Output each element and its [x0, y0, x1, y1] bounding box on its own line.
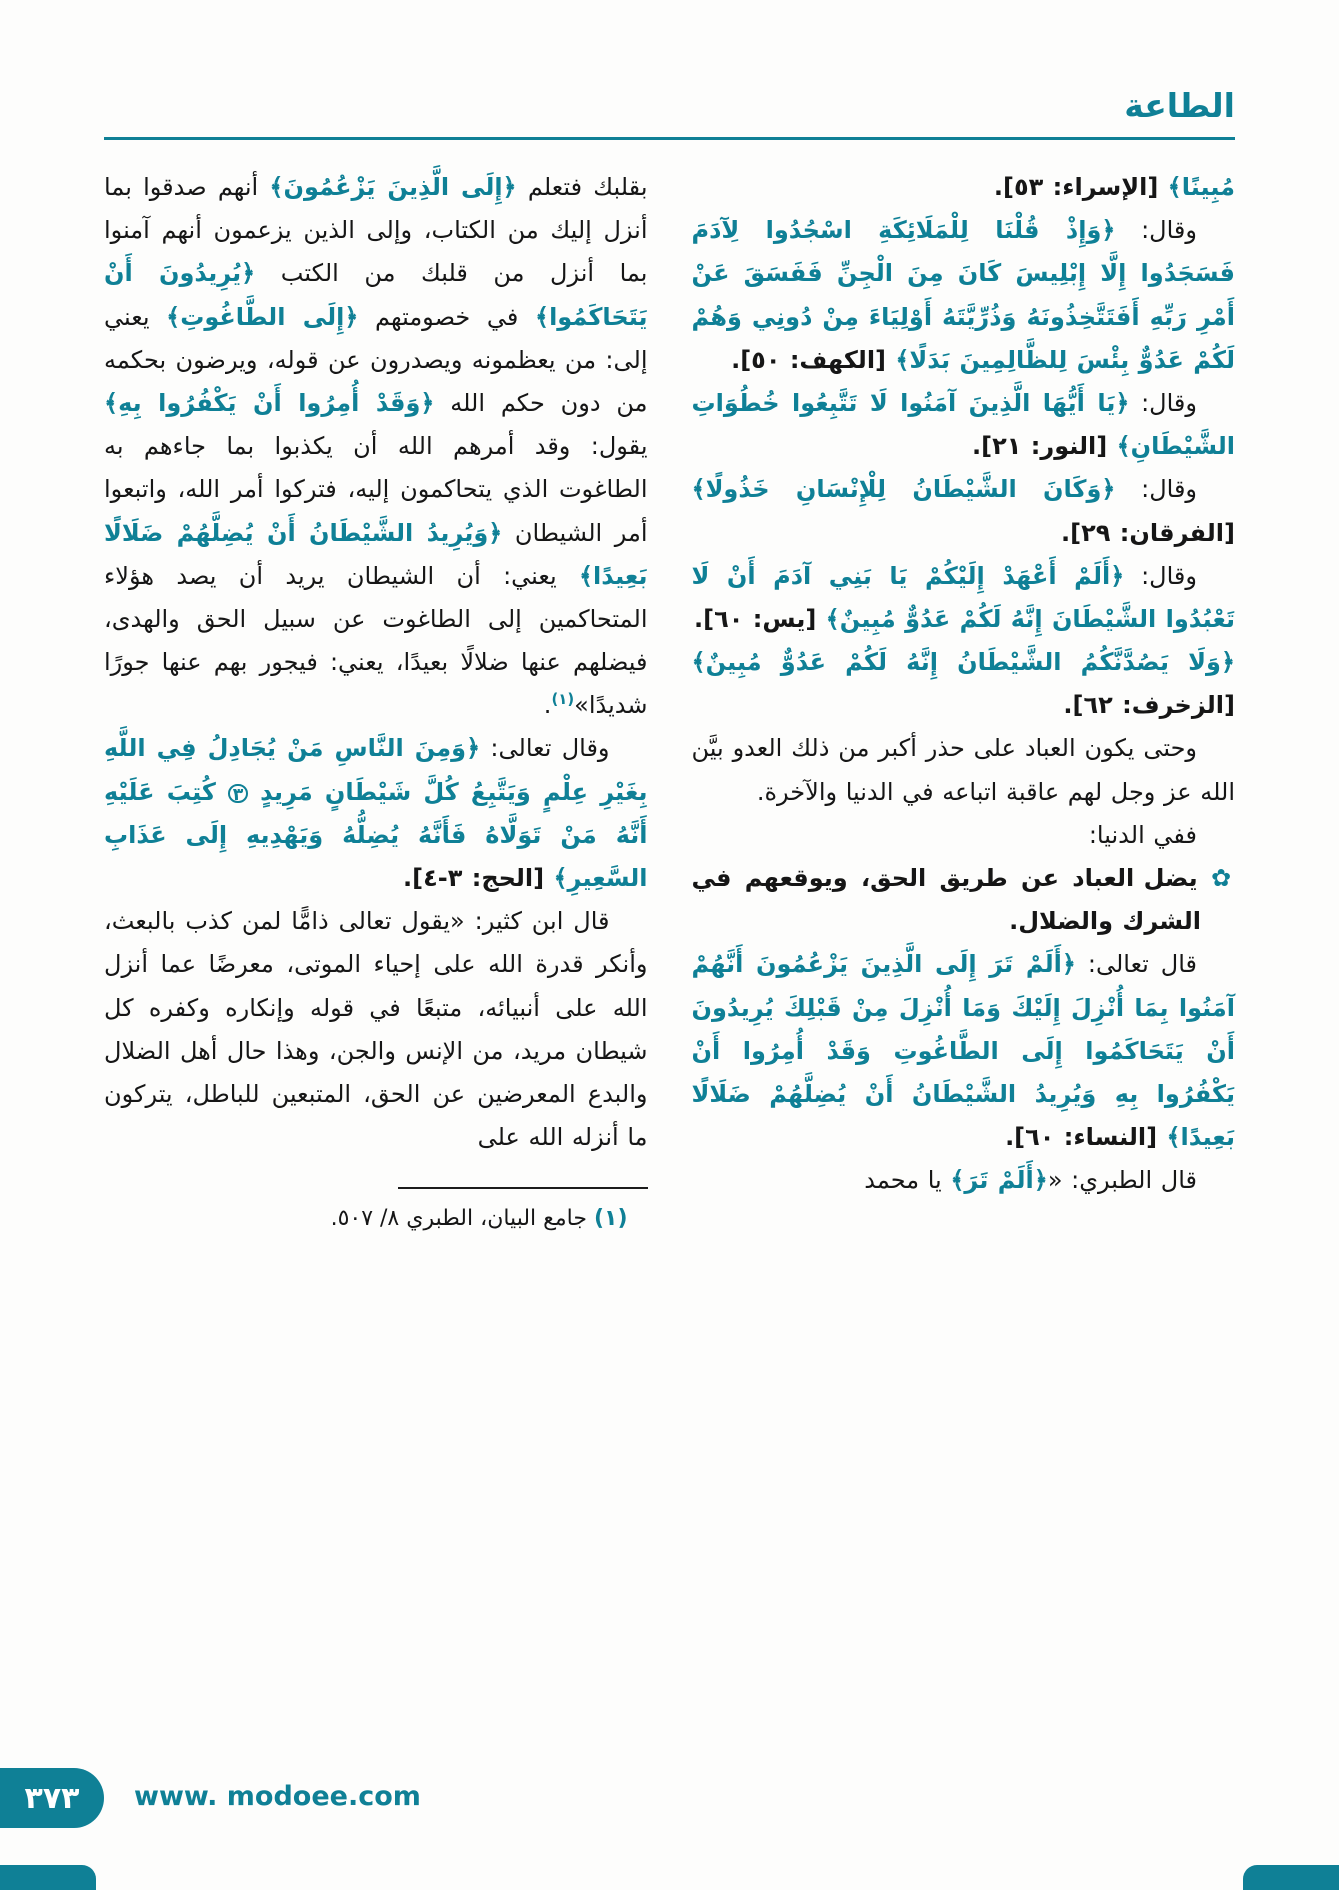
quran-quote: ﴿يُرِيدُونَ أَنْ يَتَحَاكَمُوا﴾	[104, 259, 648, 331]
paragraph	[692, 943, 1236, 1159]
paragraph	[692, 727, 1236, 813]
text-segment: أنهم صدقوا بما أنزل إليك من الكتاب، وإلى الذين يزعمون أنهم آمنوا بما أنزل من قلبك من الكتب	[104, 173, 648, 288]
text-segment: قال ابن كثير: «يقول تعالى ذامًّا لمن كذب بالبعث، وأنكر قدرة الله على إحياء الموتى، معرضًا عما أنزل الله على أنبيائه، متبعًا في قوله وإنكاره وكفره كل شيطان مريد، من الإنس والجن، وهذا حال أهل الضلال والبدع المعرضين عن الحق، المتبعين للباطل، يتركون ما أنزله الله على	[104, 907, 648, 1152]
quran-quote: ﴿وَيُرِيدُ الشَّيْطَانُ أَنْ يُضِلَّهُمْ ضَلَالًا بَعِيدًا﴾	[104, 518, 648, 590]
footnote-line	[104, 1199, 648, 1239]
footnote-divider	[398, 1187, 648, 1189]
text-segment: في خصومتهم	[358, 302, 536, 331]
verse-reference: [الكهف: ٥٠].	[731, 345, 887, 374]
paragraph	[692, 382, 1236, 468]
text-segment: وقال:	[1124, 561, 1197, 590]
quran-quote: ﴿وَكَانَ الشَّيْطَانُ لِلْإِنْسَانِ خَذُولًا﴾	[691, 475, 1116, 504]
text-segment: .	[543, 691, 552, 720]
ayah-number: ٣	[228, 784, 248, 804]
quran-quote: ﴿إِلَى الَّذِينَ يَزْعُمُونَ﴾	[269, 173, 517, 201]
text-segment: بقلبك فتعلم	[516, 173, 648, 201]
text-segment: يعني: أن الشيطان يريد أن يصد هؤلاء المتحاكمين إلى الطاغوت عن سبيل الحق والهدى، فيضلهم عنها ضلالًا بعيدًا، يعني: فيجور بهم عنها جورًا شديدًا»	[104, 561, 648, 720]
right-paragraphs	[692, 166, 1236, 1203]
text-segment: يا محمد	[864, 1166, 951, 1195]
text-segment: قال الطبري: «	[1047, 1166, 1197, 1195]
paragraph	[692, 814, 1236, 857]
quran-quote: ﴿وَقَدْ أُمِرُوا أَنْ يَكْفُرُوا بِهِ﴾	[104, 388, 435, 417]
paragraph	[692, 641, 1236, 727]
verse-reference: [النساء: ٦٠].	[1005, 1123, 1158, 1152]
corner-tab-right	[1243, 1865, 1339, 1890]
page-number: ٣٧٣	[24, 1780, 80, 1816]
text-segment: وقال:	[1115, 475, 1197, 504]
quran-quote: ﴿وَإِذْ قُلْنَا لِلْمَلَائِكَةِ اسْجُدُوا لِآدَمَ فَسَجَدُوا إِلَّا إِبْلِيسَ كَانَ مِنَ الْجِنِّ فَفَسَقَ عَنْ أَمْرِ رَبِّهِ أَفَتَتَّخِذُونَهُ وَذُرِّيَّتَهُ أَوْلِيَاءَ مِنْ دُونِي وَهُمْ لَكُمْ عَدُوٌّ بِئْسَ لِلظَّالِمِينَ بَدَلًا﴾	[691, 216, 1235, 374]
page-title: الطاعة	[1124, 86, 1235, 125]
footnote	[104, 1187, 648, 1239]
paragraph	[104, 900, 648, 1159]
quran-quote: ﴿أَلَمْ أَعْهَدْ إِلَيْكُمْ يَا بَنِي آدَمَ أَنْ لَا تَعْبُدُوا الشَّيْطَانَ إِنَّهُ لَكُمْ عَدُوٌّ مُبِينٌ﴾	[691, 561, 1235, 633]
paragraph	[692, 1159, 1236, 1202]
quran-quote: ﴿وَمِنَ النَّاسِ مَنْ يُجَادِلُ فِي اللَّهِ بِغَيْرِ عِلْمٍ وَيَتَّبِعُ كُلَّ شَيْطَانٍ مَرِيدٍ	[104, 734, 648, 806]
site-url-link[interactable]: www. modoee.com	[134, 1781, 421, 1812]
column-right	[692, 166, 1236, 1203]
paragraph	[692, 555, 1236, 641]
text-segment: يعني إلى: من يعظمونه ويصدرون عن قوله، ويرضون بحكمه من دون حكم الله	[104, 302, 648, 417]
quran-quote: ﴿وَلَا يَصُدَّنَّكُمُ الشَّيْطَانُ إِنَّهُ لَكُمْ عَدُوٌّ مُبِينٌ﴾	[691, 648, 1235, 677]
rosette-icon: ✿	[1197, 864, 1236, 892]
verse-reference: [الإسراء: ٥٣].	[993, 173, 1159, 201]
verse-reference: [النور: ٢١].	[972, 432, 1108, 461]
content-columns	[0, 140, 1339, 1239]
text-segment: وقال:	[1115, 216, 1197, 245]
text-segment: وحتى يكون العباد على حذر أكبر من ذلك العدو بيَّن الله عز وجل لهم عاقبة اتباعه في الدنيا والآخرة.	[691, 734, 1235, 806]
text-segment: يضل العباد عن طريق الحق، ويوقعهم في الشرك والضلال.	[691, 864, 1201, 936]
paragraph	[104, 166, 648, 727]
text-segment: قال تعالى:	[1075, 950, 1197, 979]
verse-reference: [الزخرف: ٦٢].	[1063, 691, 1235, 720]
text-segment: وقال:	[1129, 388, 1197, 417]
paragraph	[692, 468, 1236, 554]
footnote-marker: (١)	[593, 1206, 628, 1232]
quran-quote: ﴿إِلَى الطَّاغُوتِ﴾	[166, 302, 359, 331]
page-header	[0, 0, 1339, 140]
paragraph	[692, 166, 1236, 209]
text-segment: وقال تعالى:	[480, 734, 610, 763]
quran-quote: ﴿أَلَمْ تَرَ﴾	[950, 1166, 1048, 1195]
quran-quote: مُبِينًا﴾	[1158, 173, 1235, 201]
page-number-badge	[0, 1768, 104, 1828]
footnote-text: جامع البيان، الطبري ٨/ ٥٠٧.	[330, 1206, 594, 1232]
left-paragraphs	[104, 166, 648, 1159]
footnote-ref: (١)	[551, 690, 575, 709]
paragraph	[104, 727, 648, 900]
quran-quote: كُتِبَ عَلَيْهِ أَنَّهُ مَنْ تَوَلَّاهُ فَأَنَّهُ يُضِلُّهُ وَيَهْدِيهِ إِلَى عَذَابِ السَّعِيرِ﴾	[104, 777, 648, 892]
corner-tab-left	[0, 1865, 96, 1890]
quran-quote: ﴿يَا أَيُّهَا الَّذِينَ آمَنُوا لَا تَتَّبِعُوا خُطُوَاتِ الشَّيْطَانِ﴾	[691, 388, 1235, 461]
quran-quote: ﴿أَلَمْ تَرَ إِلَى الَّذِينَ يَزْعُمُونَ أَنَّهُمْ آمَنُوا بِمَا أُنْزِلَ إِلَيْكَ وَمَا أُنْزِلَ مِنْ قَبْلِكَ يُرِيدُونَ أَنْ يَتَحَاكَمُوا إِلَى الطَّاغُوتِ وَقَدْ أُمِرُوا أَنْ يَكْفُرُوا بِهِ وَيُرِيدُ الشَّيْطَانُ أَنْ يُضِلَّهُمْ ضَلَالًا بَعِيدًا﴾	[691, 950, 1235, 1152]
verse-reference: [يس: ٦٠].	[694, 604, 817, 633]
paragraph	[692, 857, 1236, 943]
verse-reference: [الفرقان: ٢٩].	[1061, 518, 1235, 547]
paragraph	[692, 209, 1236, 382]
text-segment: ففي الدنيا:	[1088, 820, 1197, 849]
text-segment: يقول: وقد أمرهم الله أن يكذبوا بما جاءهم به الطاغوت الذي يتحاكمون إليه، فتركوا أمر الله، واتبعوا أمر الشيطان	[104, 432, 648, 547]
column-left	[104, 166, 648, 1239]
verse-reference: [الحج: ٣-٤].	[403, 864, 545, 892]
